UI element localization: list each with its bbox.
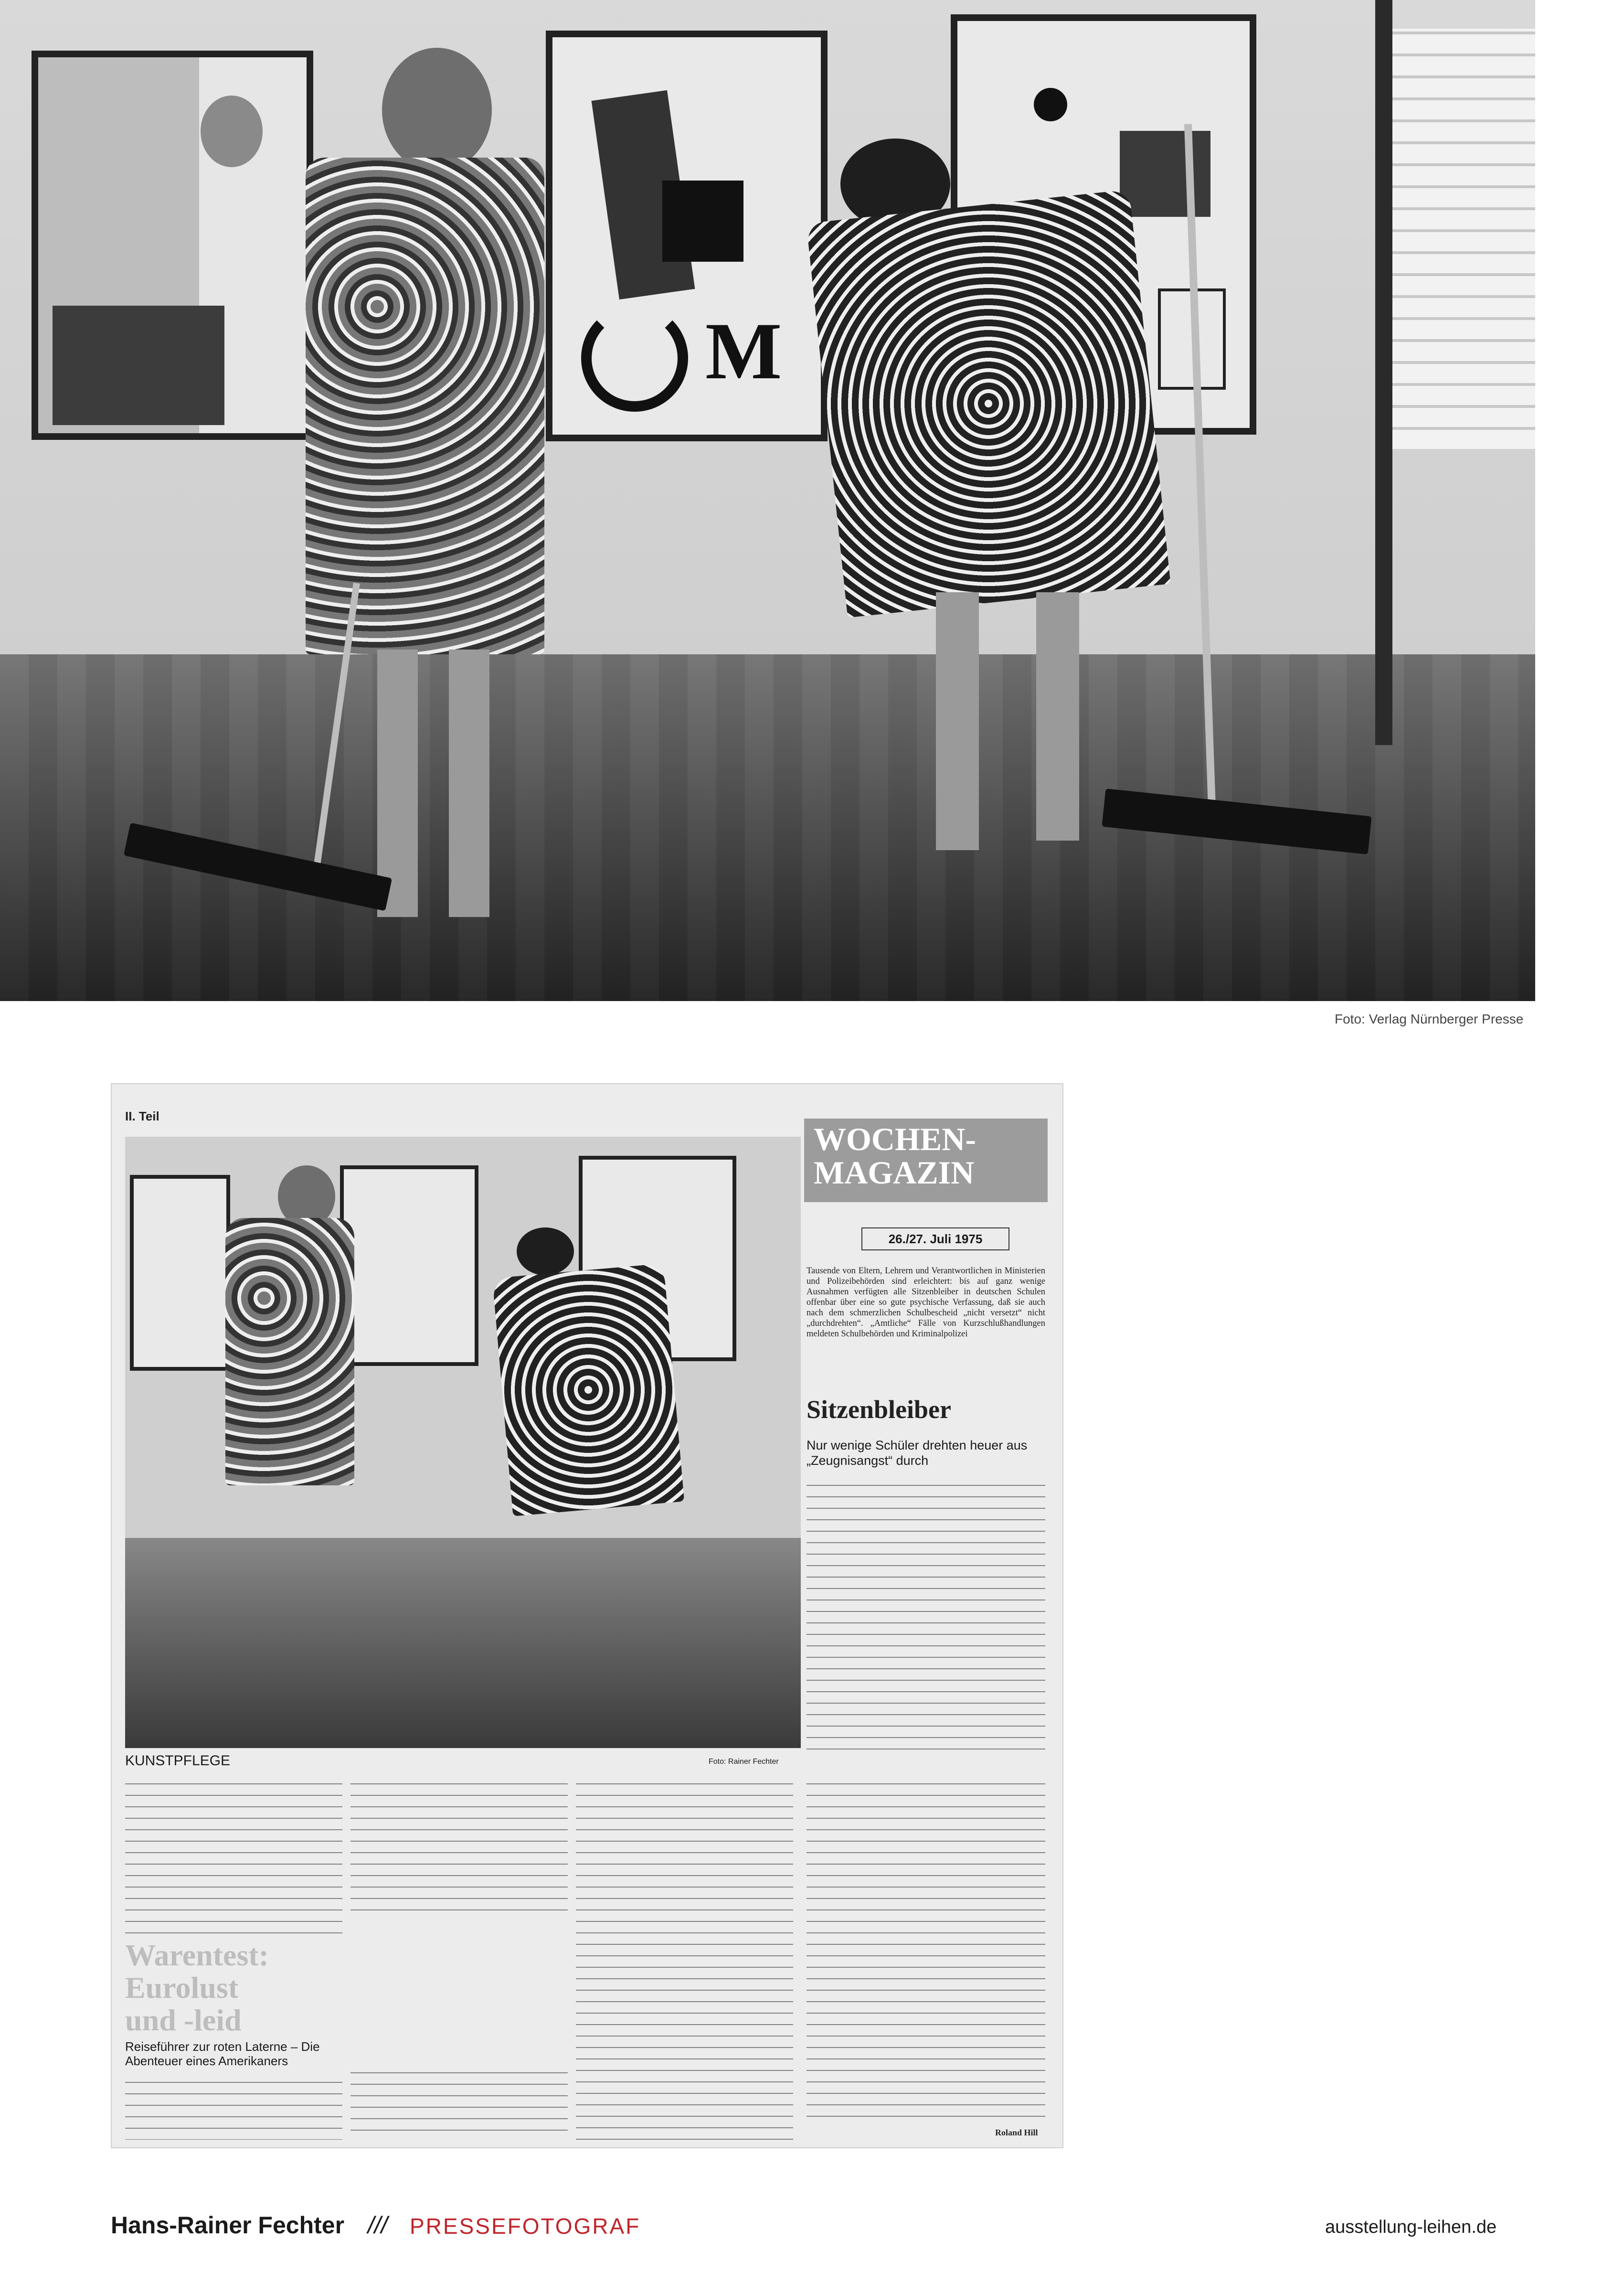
website-link[interactable]: ausstellung-leihen.de bbox=[1325, 2217, 1497, 2237]
intro-paragraph: Tausende von Eltern, Lehrern und Verantwortlichen in Ministerien und Polizeibehörden sind erleichtert: bis auf ganz wenige Ausnahmen verfügten alle Sitzenbleiber in deutschen Schulen offenbar über eine so gute psychische Verfassung, daß sie auch nach dem schmerzlichen Schulbescheid „nicht versetzt“ nicht „durchdrehten“. „Amtliche“ Fälle von Kurzschlußhandlungen meldeten Schulbehörden und Kriminalpolizei bbox=[807, 1266, 1045, 1339]
footer-separator: /// bbox=[368, 2212, 388, 2239]
newspaper-clipping bbox=[111, 1083, 1063, 2148]
woman-left-leg bbox=[449, 650, 489, 917]
clipping-photo bbox=[125, 1137, 801, 1748]
article-column-3 bbox=[576, 1779, 793, 2140]
photo-credit: Foto: Verlag Nürnberger Presse bbox=[1335, 1012, 1524, 1026]
issue-date: 26./27. Juli 1975 bbox=[861, 1227, 1009, 1250]
article-column-1-bottom bbox=[125, 2078, 342, 2140]
article-column-2-bottom bbox=[350, 2068, 568, 2140]
painting-left bbox=[32, 51, 313, 440]
woman-left-hair bbox=[382, 48, 492, 172]
warentest-headline bbox=[125, 1939, 347, 2037]
photographer-role: PRESSEFOTOGRAF bbox=[410, 2214, 641, 2239]
gallery-window bbox=[1392, 29, 1535, 449]
clip-woman-right-hair bbox=[517, 1227, 574, 1275]
clip-painting-center bbox=[340, 1165, 478, 1366]
article-column-4 bbox=[807, 1779, 1045, 2125]
photo-caption-right: Foto: Rainer Fechter bbox=[709, 1758, 779, 1766]
woman-right-leg bbox=[1036, 592, 1079, 841]
article-column-2-top bbox=[350, 1779, 568, 1915]
clip-painting-left bbox=[130, 1175, 230, 1371]
sitzenbleiber-subhead: Nur wenige Schüler drehten heuer aus „Zeugnisangst“ durch bbox=[807, 1438, 1028, 1468]
author-signature: Roland Hill bbox=[995, 2128, 1038, 2137]
painting-center bbox=[546, 31, 828, 441]
photographer-name: Hans-Rainer Fechter bbox=[111, 2212, 345, 2239]
sitzenbleiber-body bbox=[807, 1481, 1045, 1758]
top-photo bbox=[0, 0, 1535, 1001]
woman-right-leg bbox=[936, 592, 979, 850]
warentest-headline-line: und -leid bbox=[125, 2003, 242, 2037]
clip-woman-left bbox=[225, 1218, 354, 1485]
woman-right-dress bbox=[806, 190, 1170, 618]
masthead: WOCHEN-MAGAZIN bbox=[814, 1121, 976, 1191]
article-column-1-top bbox=[125, 1779, 342, 1937]
woman-left-dress bbox=[306, 158, 544, 654]
poster-letter: M bbox=[705, 306, 782, 396]
photo-caption-left: KUNSTPFLEGE bbox=[125, 1753, 231, 1769]
warentest-subhead: Reiseführer zur roten Laterne – Die Abenteuer eines Amerikaners bbox=[125, 2039, 320, 2068]
sitzenbleiber-headline: Sitzenbleiber bbox=[807, 1395, 951, 1424]
warentest-headline-line: Eurolust bbox=[125, 1971, 239, 2005]
warentest-headline-line: Warentest: bbox=[125, 1938, 269, 1972]
part-label: II. Teil bbox=[125, 1109, 159, 1123]
support-pillar bbox=[1375, 0, 1392, 745]
clip-woman-right bbox=[492, 1263, 684, 1516]
